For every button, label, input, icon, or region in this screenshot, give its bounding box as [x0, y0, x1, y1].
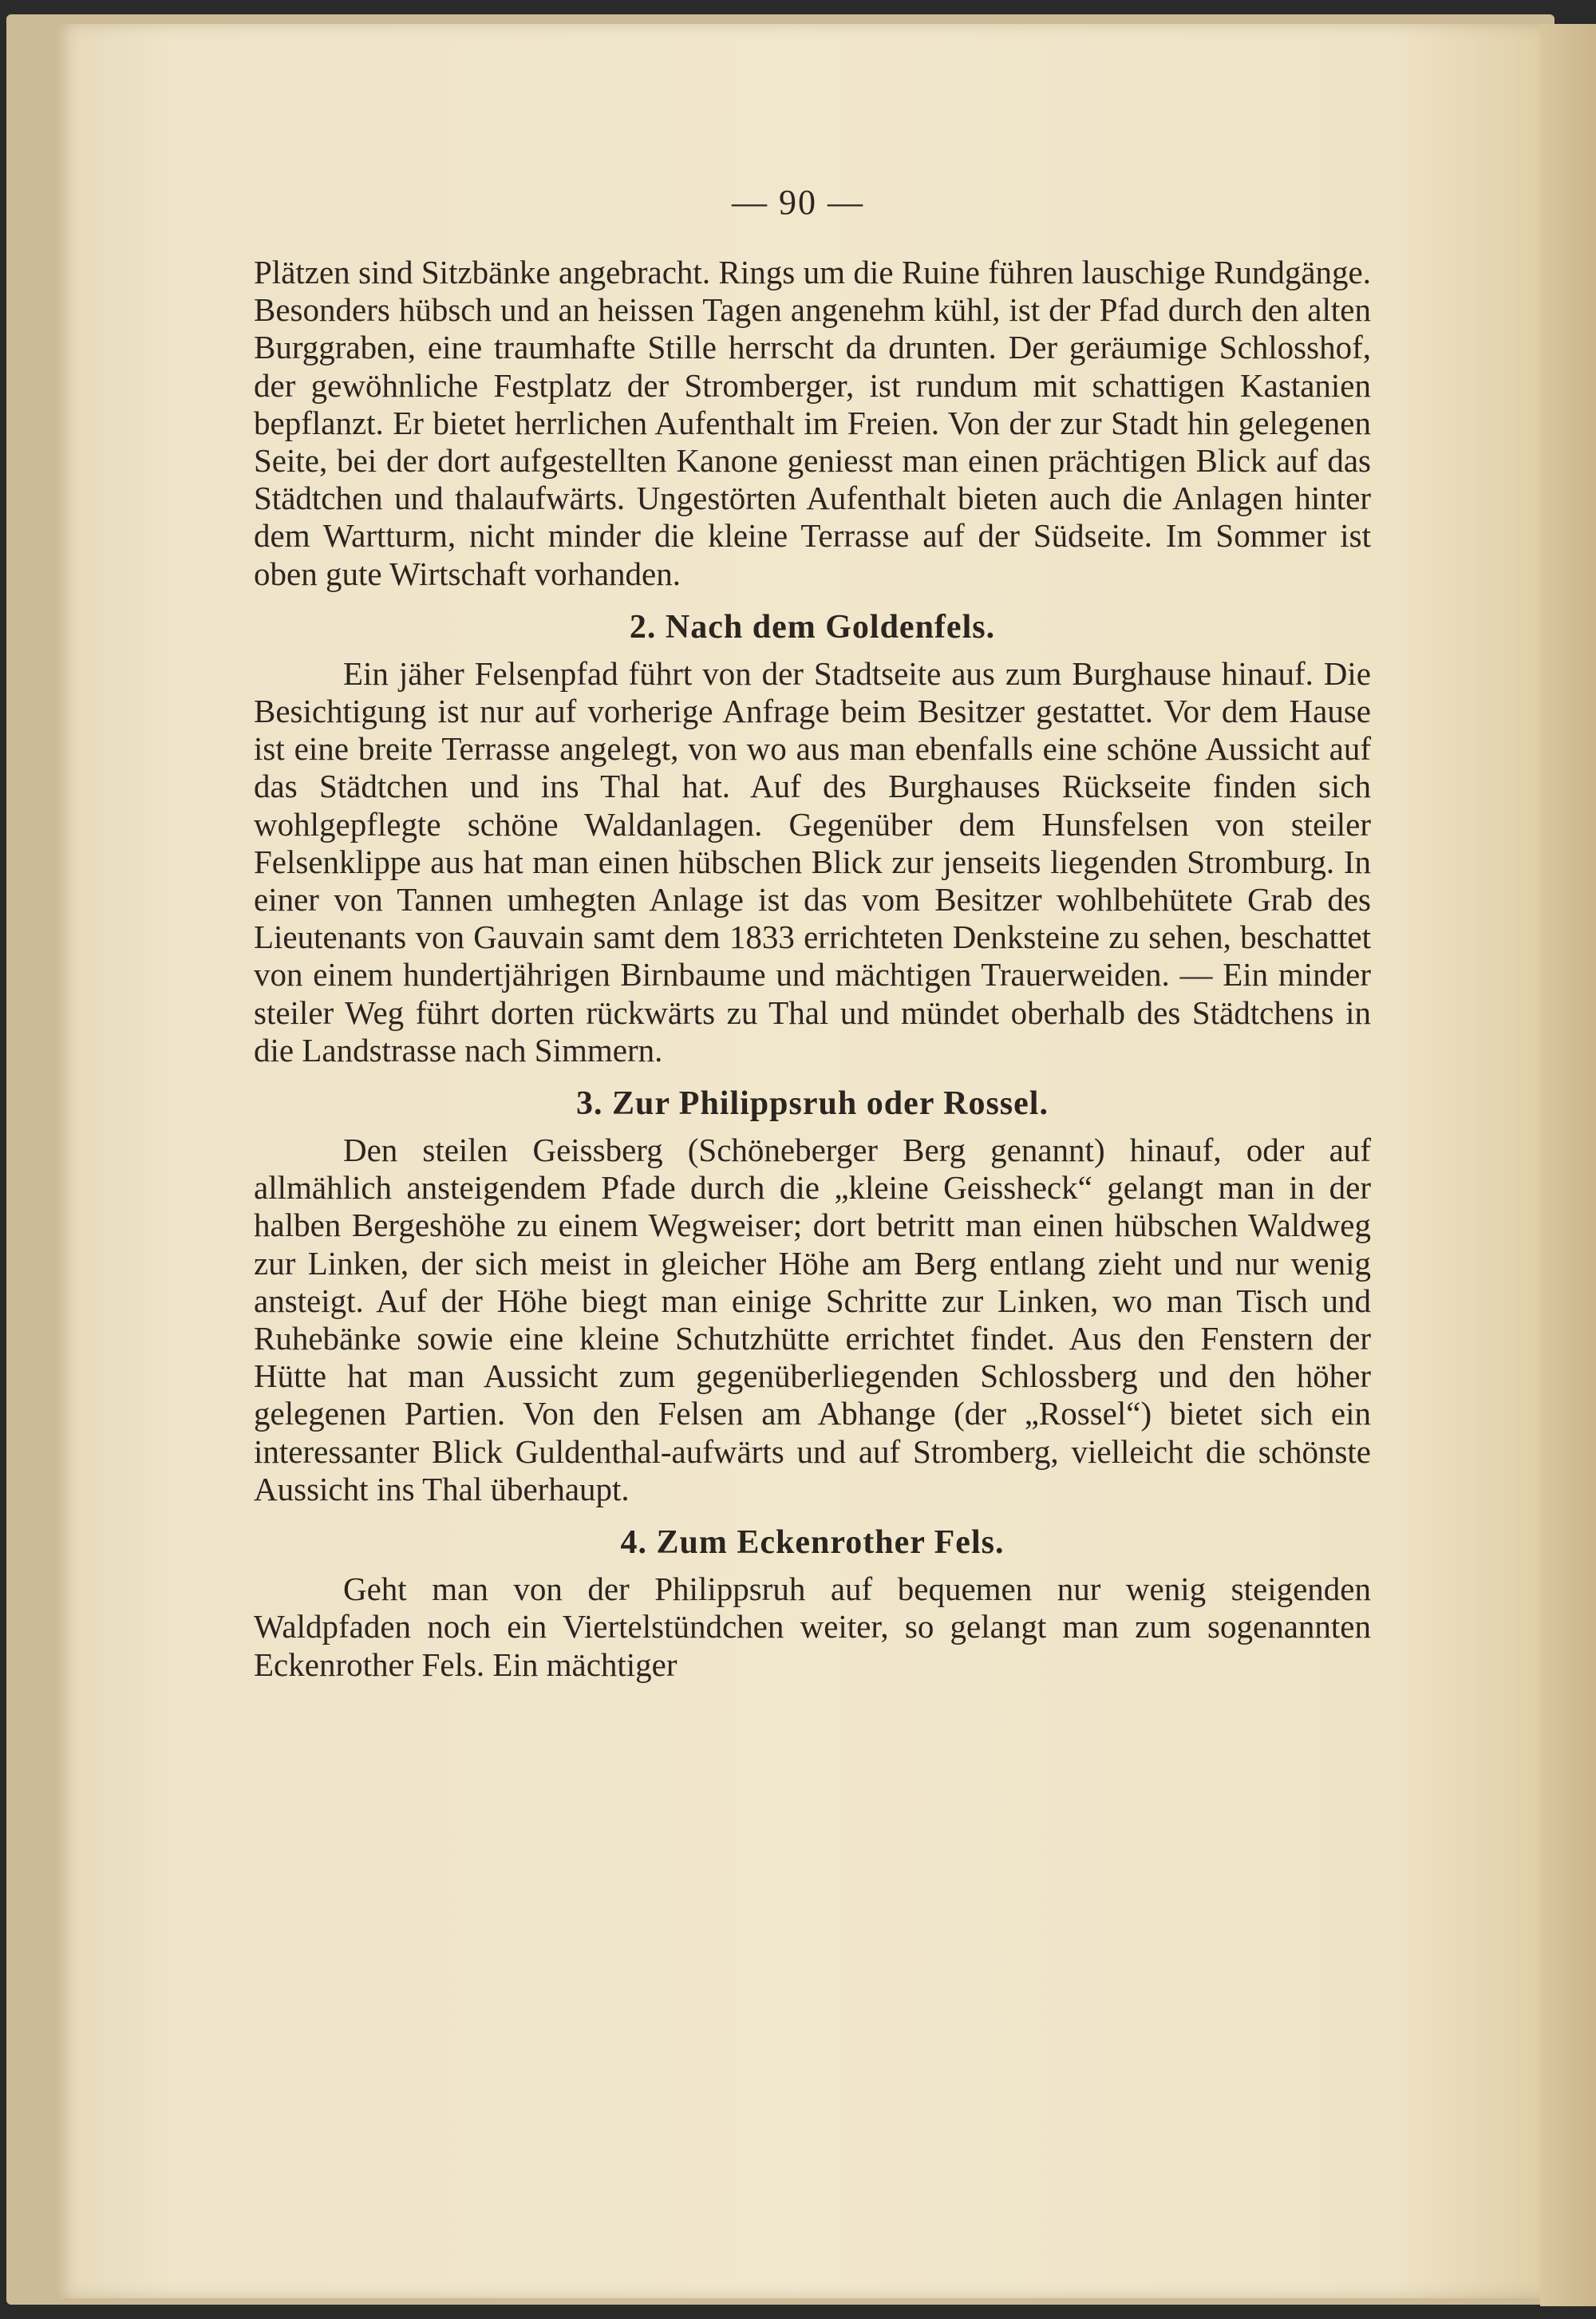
- paragraph-continuation: Plätzen sind Sitzbänke angebracht. Rings um die Ruine führen lauschige Rundgänge. Besonders hübsch und an heissen Tagen angenehm kühl, ist der Pfad durch den alten Burggraben, eine traumhafte Stille herrscht da drunten. Der geräumige Schlosshof, der gewöhnliche Festplatz der Stromberger, ist rundum mit schattigen Kastanien bepflanzt. Er bietet herrlichen Aufenthalt im Freien. Von der zur Stadt hin gelegenen Seite, bei der dort aufgestellten Kanone geniesst man einen prächtigen Blick auf das Städtchen und thalaufwärts. Ungestörten Aufenthalt bieten auch die Anlagen hinter dem Wartturm, nicht minder die kleine Terrasse auf der Südseite. Im Sommer ist oben gute Wirtschaft vorhanden.: [254, 254, 1371, 592]
- section-3-text: Den steilen Geissberg (Schöneberger Berg genannt) hinauf, oder auf allmählich ansteigendem Pfade durch die „kleine Geissheck“ gelangt man in der halben Bergeshöhe zu einem Wegweiser; dort betritt man einen hübschen Waldweg zur Linken, der sich meist in gleicher Höhe am Berg entlang zieht und nur wenig ansteigt. Auf der Höhe biegt man einige Schritte zur Linken, wo man Tisch und Ruhebänke sowie eine kleine Schutzhütte errichtet findet. Aus den Fenstern der Hütte hat man Aussicht zum gegenüberliegenden Schlossberg und den höher gelegenen Partien. Von den Felsen am Abhange (der „Rossel“) bietet sich ein interessanter Blick Guldenthal-aufwärts und auf Stromberg, vielleicht die schönste Aussicht ins Thal überhaupt.: [254, 1132, 1371, 1507]
- section-3-heading: 3. Zur Philippsruh oder Rossel.: [576, 1085, 1049, 1123]
- section-2-text: Ein jäher Felsenpfad führt von der Stadtseite aus zum Burghause hinauf. Die Besichtigung ist nur auf vorherige Anfrage beim Besitzer gestattet. Vor dem Hause ist eine breite Terrasse angelegt, von wo aus man ebenfalls eine schöne Aussicht auf das Städtchen und ins Thal hat. Auf des Burghauses Rückseite finden sich wohlgepflegte schöne Waldanlagen. Gegenüber dem Hunsfelsen von steiler Felsenklippe aus hat man einen hübschen Blick zur jenseits liegenden Stromburg. In einer von Tannen umhegten Anlage ist das vom Besitzer wohlbehütete Grab des Lieutenants von Gauvain samt dem 1833 errichteten Denksteine zu sehen, beschattet von einem hundertjährigen Birnbaume und mächtigen Trauerweiden. — Ein minder steiler Weg führt dorten rückwärts zu Thal und mündet oberhalb des Städtchens in die Landstrasse nach Simmern.: [254, 654, 1371, 1069]
- section-4-text: Geht man von der Philippsruh auf bequemen nur wenig steigenden Waldpfaden noch ein Viertelstündchen weiter, so gelangt man zum sogenannten Eckenrother Fels. Ein mächtiger: [254, 1570, 1371, 1683]
- facing-page-edge: [1540, 24, 1596, 2306]
- section-4-heading: 4. Zum Eckenrother Fels.: [620, 1524, 1005, 1562]
- page-number: — 90 —: [732, 183, 864, 222]
- body-text: [254, 254, 1371, 1684]
- section-2-heading: 2. Nach dem Goldenfels.: [629, 608, 996, 646]
